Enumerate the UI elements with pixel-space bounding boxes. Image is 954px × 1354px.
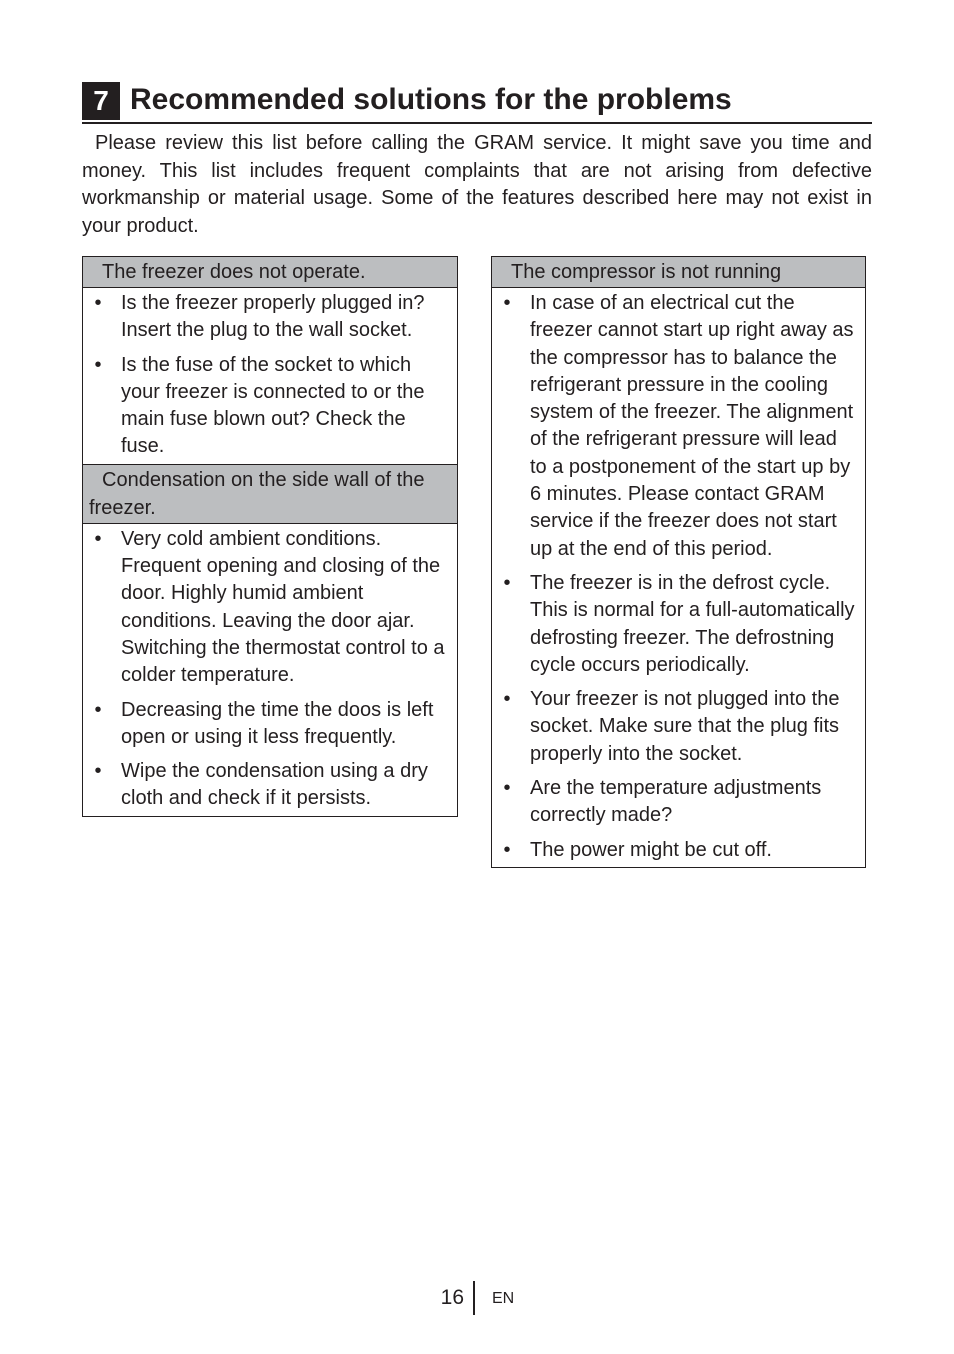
list-item-text: The freezer is in the defrost cycle. This is normal for a full-automatically defrosting freezer. The defrostning cycle occurs periodically. bbox=[530, 571, 855, 676]
list-item-text: Is the freezer properly plugged in? Insert the plug to the wall socket. bbox=[121, 292, 425, 342]
bullet-icon: • bbox=[503, 838, 511, 861]
bullet-icon: • bbox=[503, 292, 511, 314]
bullet-icon: • bbox=[94, 527, 102, 550]
box-header-condensation: Condensation on the side wall of the freezer. bbox=[83, 464, 457, 524]
list-item bbox=[492, 837, 857, 864]
bullet-icon: • bbox=[503, 571, 511, 594]
list-item-text: Is the fuse of the socket to which your freezer is connected to or the main fuse blown out? Check the fuse. bbox=[121, 353, 425, 458]
list-item bbox=[83, 758, 449, 813]
box-header-compressor-not-running bbox=[492, 257, 865, 288]
solution-list bbox=[83, 288, 457, 464]
bullet-icon: • bbox=[94, 698, 102, 721]
list-item-text: Very cold ambient conditions. Frequent opening and closing of the door. Highly humid ambient conditions. Leaving the door ajar. Switching the thermostat control to a colder temperature. bbox=[121, 527, 445, 687]
compressor-problems-box bbox=[491, 256, 866, 868]
list-item-text: Your freezer is not plugged into the socket. Make sure that the plug fits properly into the socket. bbox=[530, 688, 840, 765]
list-item-text: The power might be cut off. bbox=[530, 838, 772, 861]
intro-paragraph: Please review this list before calling the GRAM service. It might save you time and money. This list includes frequent complaints that are not arising from defective workmanship or material usage. Some of the features described here may not exist in your product. bbox=[82, 132, 872, 237]
box-header-label: The freezer does not operate. bbox=[102, 261, 366, 283]
footer-divider bbox=[473, 1281, 475, 1315]
language-code: EN bbox=[492, 1290, 515, 1307]
list-item-text: Are the temperature adjustments correctly made? bbox=[530, 777, 822, 827]
list-item bbox=[492, 775, 857, 830]
bullet-icon: • bbox=[94, 353, 102, 376]
solution-list bbox=[83, 524, 457, 816]
list-item bbox=[83, 526, 449, 690]
list-item bbox=[492, 290, 857, 563]
section-header bbox=[82, 80, 872, 124]
section-number: 7 bbox=[82, 82, 120, 120]
list-item bbox=[83, 352, 449, 461]
list-item bbox=[492, 570, 857, 679]
list-item-text: Decreasing the time the doos is left open or using it less frequently. bbox=[121, 698, 434, 748]
bullet-icon: • bbox=[503, 777, 511, 800]
list-item bbox=[83, 290, 449, 345]
box-header-freezer-not-operate bbox=[83, 257, 457, 288]
solution-list bbox=[492, 288, 865, 867]
box-header-label: The compressor is not running bbox=[511, 261, 782, 283]
bullet-icon: • bbox=[94, 292, 102, 314]
bullet-icon: • bbox=[503, 688, 511, 711]
section-title: Recommended solutions for the problems bbox=[130, 83, 732, 116]
list-item bbox=[492, 686, 857, 768]
page-number: 16 bbox=[440, 1286, 464, 1309]
list-item bbox=[83, 697, 449, 752]
list-item-text: Wipe the condensation using a dry cloth and check if it persists. bbox=[121, 760, 428, 810]
bullet-icon: • bbox=[94, 760, 102, 783]
freezer-problems-box bbox=[82, 256, 458, 817]
list-item-text: In case of an electrical cut the freezer cannot start up right away as the compressor has to balance the refrigerant pressure in the cooling system of the freezer. The alignment of the refrigerant pressure will lead to a postponement of the start up by 6 minutes. Please contact GRAM service if the freezer does not start up at the end of this period. bbox=[530, 292, 854, 560]
